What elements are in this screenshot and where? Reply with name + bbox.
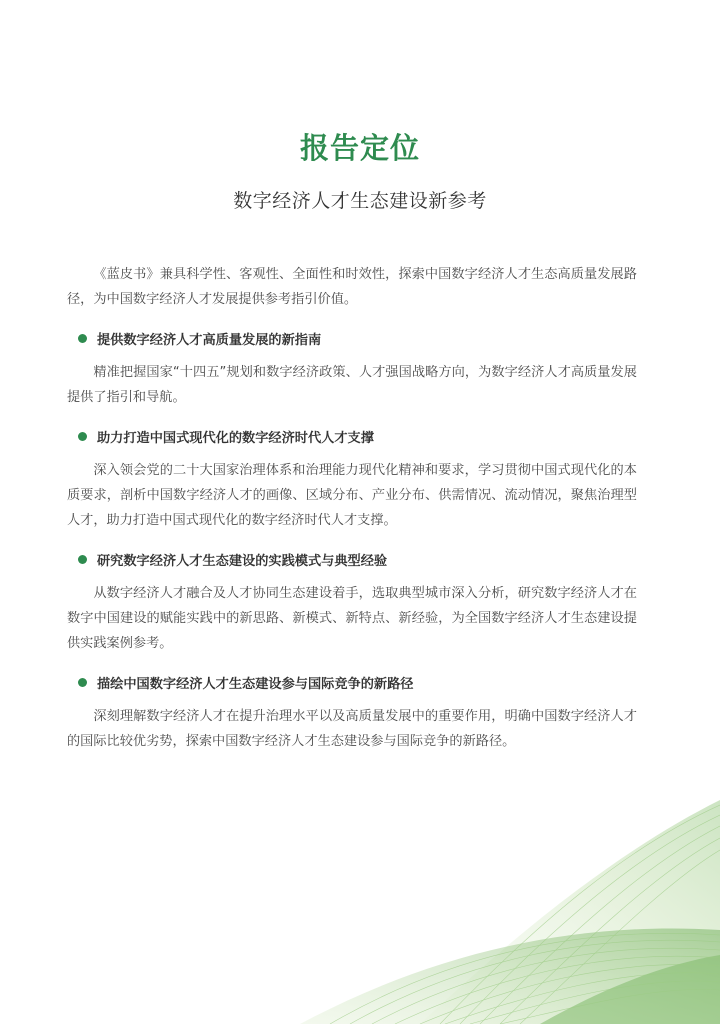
section-body: 精准把握国家“十四五”规划和数字经济政策、人才强国战略方向，为数字经济人才高质量发展提供了指引和导航。 xyxy=(67,365,637,405)
section-international xyxy=(67,671,637,754)
section-modernization xyxy=(67,425,637,533)
section-heading: 研究数字经济人才生态建设的实践模式与典型经验 xyxy=(97,553,388,569)
section-heading-row xyxy=(78,671,637,693)
section-heading: 助力打造中国式现代化的数字经济时代人才支撑 xyxy=(97,430,374,446)
bullet-dot-icon xyxy=(78,432,87,441)
section-heading: 描绘中国数字经济人才生态建设参与国际竞争的新路径 xyxy=(97,676,414,692)
section-body: 深入领会党的二十大国家治理体系和治理能力现代化精神和要求，学习贯彻中国式现代化的本质要求，剖析中国数字经济人才的画像、区域分布、产业分布、供需情况、流动情况，聚焦治理型人才，助力打造中国式现代化的数字经济时代人才支撑。 xyxy=(67,463,637,528)
section-practice xyxy=(67,548,637,656)
page-subtitle: 数字经济人才生态建设新参考 xyxy=(233,190,487,212)
section-body: 从数字经济人才融合及人才协同生态建设着手，选取典型城市深入分析，研究数字经济人才在数字中国建设的赋能实践中的新思路、新模式、新特点、新经验，为全国数字经济人才生态建设提供实践案例参考。 xyxy=(67,586,637,651)
section-heading: 提供数字经济人才高质量发展的新指南 xyxy=(97,332,322,348)
bullet-dot-icon xyxy=(78,334,87,343)
intro-paragraph: 《蓝皮书》兼具科学性、客观性、全面性和时效性，探索中国数字经济人才生态高质量发展路径，为中国数字经济人才发展提供参考指引价值。 xyxy=(67,267,637,307)
section-body: 深刻理解数字经济人才在提升治理水平以及高质量发展中的重要作用，明确中国数字经济人才的国际比较优劣势，探索中国数字经济人才生态建设参与国际竞争的新路径。 xyxy=(67,709,637,749)
section-guide xyxy=(67,327,637,410)
bullet-dot-icon xyxy=(78,555,87,564)
section-heading-row xyxy=(78,327,637,349)
content-body xyxy=(67,262,637,754)
page-title: 报告定位 xyxy=(299,131,420,165)
section-heading-row xyxy=(78,425,637,447)
bullet-dot-icon xyxy=(78,678,87,687)
section-heading-row xyxy=(78,548,637,570)
